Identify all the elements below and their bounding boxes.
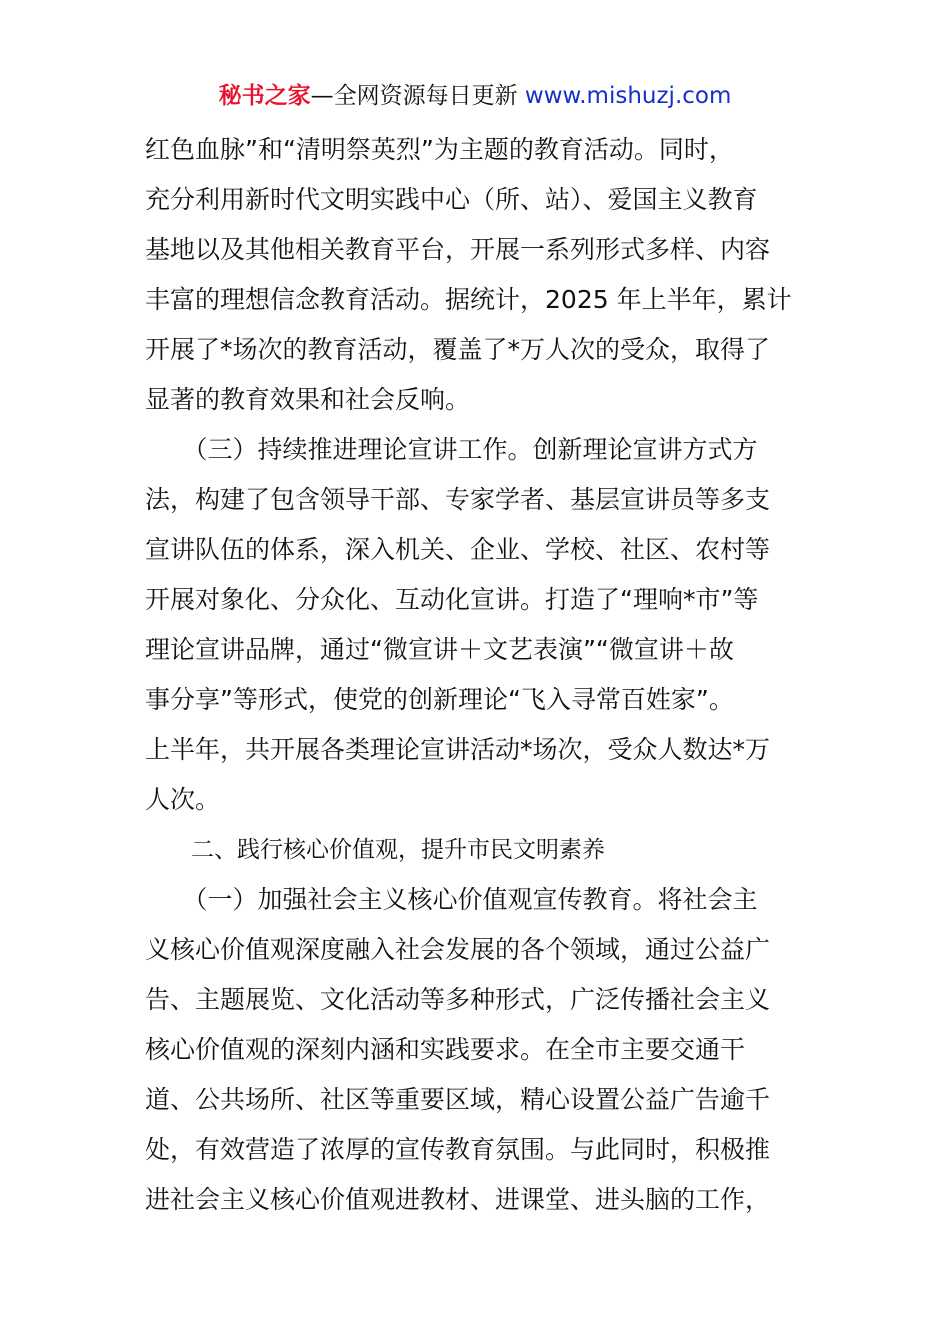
text-line: 人次。 <box>145 785 221 814</box>
text-line: 上半年，共开展各类理论宣讲活动*场次，受众人数达*万 <box>145 735 771 764</box>
text-line: 法，构建了包含领导干部、专家学者、基层宣讲员等多支 <box>145 485 771 514</box>
site-header <box>0 78 950 114</box>
text-line: 开展对象化、分众化、互动化宣讲。打造了“理响*市”等 <box>145 585 759 614</box>
site-brand: 秘书之家 <box>218 83 311 109</box>
document-body <box>145 125 845 1225</box>
text-line: 道、公共场所、社区等重要区域，精心设置公益广告逾千 <box>145 1085 771 1114</box>
text-line: 处，有效营造了浓厚的宣传教育氛围。与此同时，积极推 <box>145 1135 771 1164</box>
site-url-link[interactable]: www.mishuzj.com <box>524 83 732 109</box>
text-line: 理论宣讲品牌，通过“微宣讲＋文艺表演”“微宣讲＋故 <box>145 635 734 664</box>
text-line: 事分享”等形式，使党的创新理论“飞入寻常百姓家”。 <box>145 685 734 714</box>
text-line: 开展了*场次的教育活动，覆盖了*万人次的受众，取得了 <box>145 335 771 364</box>
section-heading: 二、践行核心价值观，提升市民文明素养 <box>145 837 605 863</box>
text-line: 显著的教育效果和社会反响。 <box>145 385 471 414</box>
text-line: 充分利用新时代文明实践中心（所、站）、爱国主义教育 <box>145 185 758 214</box>
site-tagline: —全网资源每日更新 <box>310 83 525 109</box>
text-line: 丰富的理想信念教育活动。据统计，2025 年上半年，累计 <box>145 285 792 314</box>
text-line: 红色血脉”和“清明祭英烈”为主题的教育活动。同时， <box>145 135 734 164</box>
text-line: （三）持续推进理论宣讲工作。创新理论宣讲方式方 <box>145 435 758 464</box>
text-line: 告、主题展览、文化活动等多种形式，广泛传播社会主义 <box>145 985 771 1014</box>
text-line: 宣讲队伍的体系，深入机关、企业、学校、社区、农村等 <box>145 535 771 564</box>
text-line: （一）加强社会主义核心价值观宣传教育。将社会主 <box>145 885 758 914</box>
text-line: 基地以及其他相关教育平台，开展一系列形式多样、内容 <box>145 235 771 264</box>
text-line: 义核心价值观深度融入社会发展的各个领域，通过公益广 <box>145 935 771 964</box>
text-line: 进社会主义核心价值观进教材、进课堂、进头脑的工作， <box>145 1185 771 1214</box>
text-line: 核心价值观的深刻内涵和实践要求。在全市主要交通干 <box>145 1035 746 1064</box>
